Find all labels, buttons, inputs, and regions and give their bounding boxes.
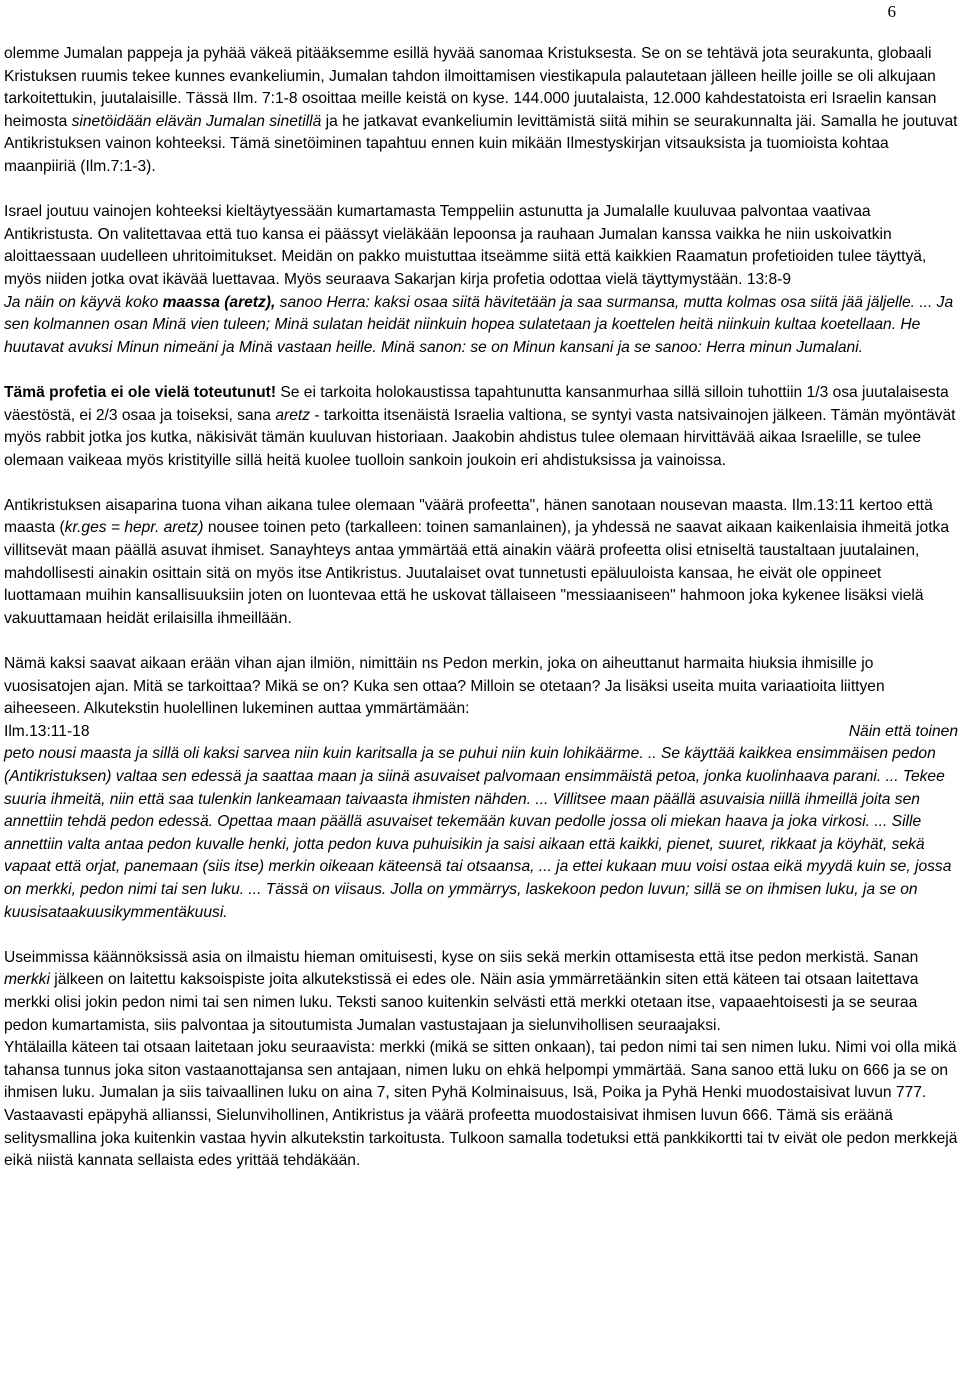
p4-run: kr.ges = hepr. aretz)	[64, 519, 204, 537]
scripture-reference: Ilm.13:11-18	[4, 722, 90, 740]
paragraph-1	[4, 43, 958, 179]
scripture-reference-line	[4, 721, 958, 744]
paragraph-6	[4, 947, 958, 1173]
paragraph-5-intro: Nämä kaksi saavat aikaan erään vihan ajan ilmiön, nimittäin ns Pedon merkin, joka on aiheuttanut harmaita hiuksia ihmisille jo vuosisatojen ajan. Mitä se tarkoittaa? Mikä se on? Kuka sen ottaa? Milloin se otetaan? Ja lisäksi useita muita variaatioita liittyen aiheeseen. Alkutekstin huolellinen lukeminen auttaa ymmärtämään:	[4, 655, 885, 718]
paragraph-5	[4, 653, 958, 924]
p6-run: merkki	[4, 971, 50, 989]
paragraph-2	[4, 201, 958, 359]
p3-run: Se ei tarkoita holokaustissa tapahtunutta kansanmurhaa sillä silloin tuhottiin 1/3 osa juutalaisesta väestöstä, ei 2/3 osaa ja toiseksi, sana	[4, 383, 949, 424]
p6-run: jälkeen on laitettu kaksoispiste joita alkutekstissä ei edes ole. Näin asia ymmärretäänkin siten että käteen tai otsaan laitettava merkki olisi jokin pedon nimi tai sen nimen luku. Teksti sanoo kuitenkin selvästi että merkki otetaan itse, vapaaehtoisesti ja se seuraa pedon kumartamista, siis palvontaa ja sitoutumista Jumalan vastustajaan ja sielunvihollisen seuraajaksi.	[4, 971, 919, 1034]
scripture-quote-start: Näin että toinen	[848, 722, 958, 740]
p3-run: aretz	[275, 406, 310, 424]
p4-run: Antikristuksen aisaparina tuona vihan aikana tulee olemaan "väärä profeetta", hänen sanotaan nousevan maasta. Ilm.13:11 kertoo että maasta (	[4, 496, 933, 537]
paragraph-3	[4, 382, 958, 472]
p2-run: Israel joutuu vainojen kohteeksi kieltäytyessään kumartamasta Temppeliin astunutta ja Jumalalle kuuluvaa palvontaa vaativaa Antikristusta. On valitettavaa että tuo kansa ei päässyt vieläkään lepoonsa ja rauhaan Jumalan kanssa vaikka he niin uskoivatkin aloittaessaan uudelleen uhritoimitukset. Meidän on pakko muistuttaa itseämme siitä että kaikkien Raamatun profetioiden tulee täyttyä, myös niiden jotka ovat ikävää luettavaa. Myös seuraava Sakarjan kirja profetia odottaa vielä täyttymystään. 13:8-9	[4, 203, 927, 288]
p1-run: olemme Jumalan pappeja ja pyhää väkeä pitääksemme esillä hyvää sanomaa Kristuksesta. Se on se tehtävä jota seurakunta, globaali Kristuksen ruumis tekee kunnes evankeliumin, Jumalan tahdon ilmoittamisen viestikapula palautetaan jälleen heille joille se oli alkujaan tarkoitettukin, juutalaisille. Tässä Ilm. 7:1-8 osoittaa meille keistä on kyse. 144.000 juutalaista, 12.000 kahdestatoista eri Israelin kansan heimosta	[4, 45, 937, 130]
document-body	[4, 43, 958, 1173]
page-number: 6	[887, 2, 896, 21]
p3-run: Tämä profetia ei ole vielä toteutunut!	[4, 383, 277, 401]
p2-run: Ja näin on käyvä koko	[4, 293, 163, 311]
p6-run: Useimmissa käännöksissä asia on ilmaistu hieman omituisesti, kyse on siis sekä merkin ottamisesta että itse pedon merkistä. Sanan	[4, 948, 919, 966]
p1-run: ja he jatkavat evankeliumin levittämistä siitä mihin se seurakunnalta jäi. Samalla he joutuvat Antikristuksen vainon kohteeksi. Tämä sinetöiminen tapahtuu ennen kuin mikään Ilmestyskirjan vitsauksista ja tuomioista kohtaa maanpiiriä (Ilm.7:1-3).	[4, 112, 958, 175]
scripture-quote: peto nousi maasta ja sillä oli kaksi sarvea niin kuin karitsalla ja se puhui niin kuin lohikäärme. .. Se käyttää kaikkea ensimmäisen pedon (Antikristuksen) valtaa sen edessä ja saattaa maan ja siinä asuvaiset palvomaan ensimmäistä petoa, jonka kuolinhaava parani. ... Tekee suuria ihmeitä, niin että saa tulenkin lankeamaan taivaasta ihmisten nähden. ... Villitsee maan päällä asuvaisia niillä ihmeillä joita sen annettiin tehdä pedon edessä. Opettaa maan päällä asuvaiset tekemään kuvan pedolle jossa oli miekan haava ja joka virkosi. ... Sille annettiin valta antaa pedon kuvalle henki, jotta pedon kuva puhuisikin ja saisi aikaan että kaikki, pienet, suuret, rikkaat ja köyhät, sekä vapaat että orjat, panemaan (siis itse) merkin oikeaan käteensä tai otsaansa, ... ja ettei kukaan muu voisi ostaa eikä myydä kuin se, jossa on merkki, pedon nimi tai sen luku. ... Tässä on viisaus. Jolla on ymmärrys, laskekoon pedon luvun; sillä se on ihmisen luku, ja se on kuusisataakuusikymmentäkuusi.	[4, 745, 952, 921]
paragraph-4	[4, 495, 958, 631]
p2-run: maassa (aretz),	[162, 293, 276, 311]
p6-run: Yhtälailla käteen tai otsaan laitetaan joku seuraavista: merkki (mikä se sitten onkaan), tai pedon nimi tai sen nimen luku. Nimi voi olla mikä tahansa tunnus joka siton vastaanottajansa sen antajaan, nimen luku on ehkä helpompi ymmärtää. Sana sanoo että luku on 666 ja se on ihmisen luku. Jumalan ja siis taivaallinen luku on aina 7, siten Pyhä Kolminaisuus, Isä, Poika ja Pyhä Henki muodostaisivat luvun 777. Vastaavasti epäpyhä allianssi, Sielunvihollinen, Antikristus ja väärä profeetta muodostaisivat ihmisen luvun 666. Tämä sis eräänä selitysmallina joka kuitenkin vastaa hyvin alkutekstin tarkoitusta. Tulkoon samalla todetuksi että pankkikortti tai tv eivät ole pedon merkkejä eikä niistä kannata sellaista edes yrittää tehdäkään.	[4, 1039, 958, 1170]
p1-run: sinetöidään elävän Jumalan sinetillä	[71, 112, 322, 130]
p2-run: sanoo Herra: kaksi osaa siitä hävitetään ja saa surmansa, mutta kolmas osa siitä jää jäljelle. ... Ja sen kolmannen osan Minä vien tuleen; Minä sulatan heidät niinkuin hopea sulatetaan ja koettelen heitä niinkuin kultaa koetellaan. He huutavat avuksi Minun nimeäni ja Minä vastaan heille. Minä sanon: se on Minun kansani ja se sanoo: Herra minun Jumalani.	[4, 293, 954, 356]
p3-run: - tarkoitta itsenäistä Israelia valtiona, se syntyi vasta natsivainojen jälkeen. Tämän myöntävät myös rabbit jotka jos kutka, näkisivät tämän kuuluvan historiaan. Jaakobin ahdistus tulee olemaan hirvittävää aikaa Israelille, se tulee olemaan vaikeaa myös kristityille sillä heitä kuolee tuolloin sankoin joukoin eri ahdistuksissa ja vainoissa.	[4, 406, 956, 469]
p4-run: nousee toinen peto (tarkalleen: toinen samanlainen), ja yhdessä ne saavat aikaan kaikenlaisia ihmeitä jotka villitsevät maan päällä asuvat ihmiset. Sanayhteys antaa ymmärtää että ainakin väärä profeetta olisi etniseltä taustaltaan juutalainen, mahdollisesti ainakin osittain sitä on myös itse Antikristus. Juutalaiset ovat tunnetusti epäluuloista kansaa, he eivät ole oppineet luottamaan muihin kansallisuuksiin joten on luontevaa että he uskovat tällaiseen "messiaaniseen" hahmoon joka kykenee lisäksi vielä vakuuttamaan heidät erilaisilla ihmeillään.	[4, 519, 949, 627]
